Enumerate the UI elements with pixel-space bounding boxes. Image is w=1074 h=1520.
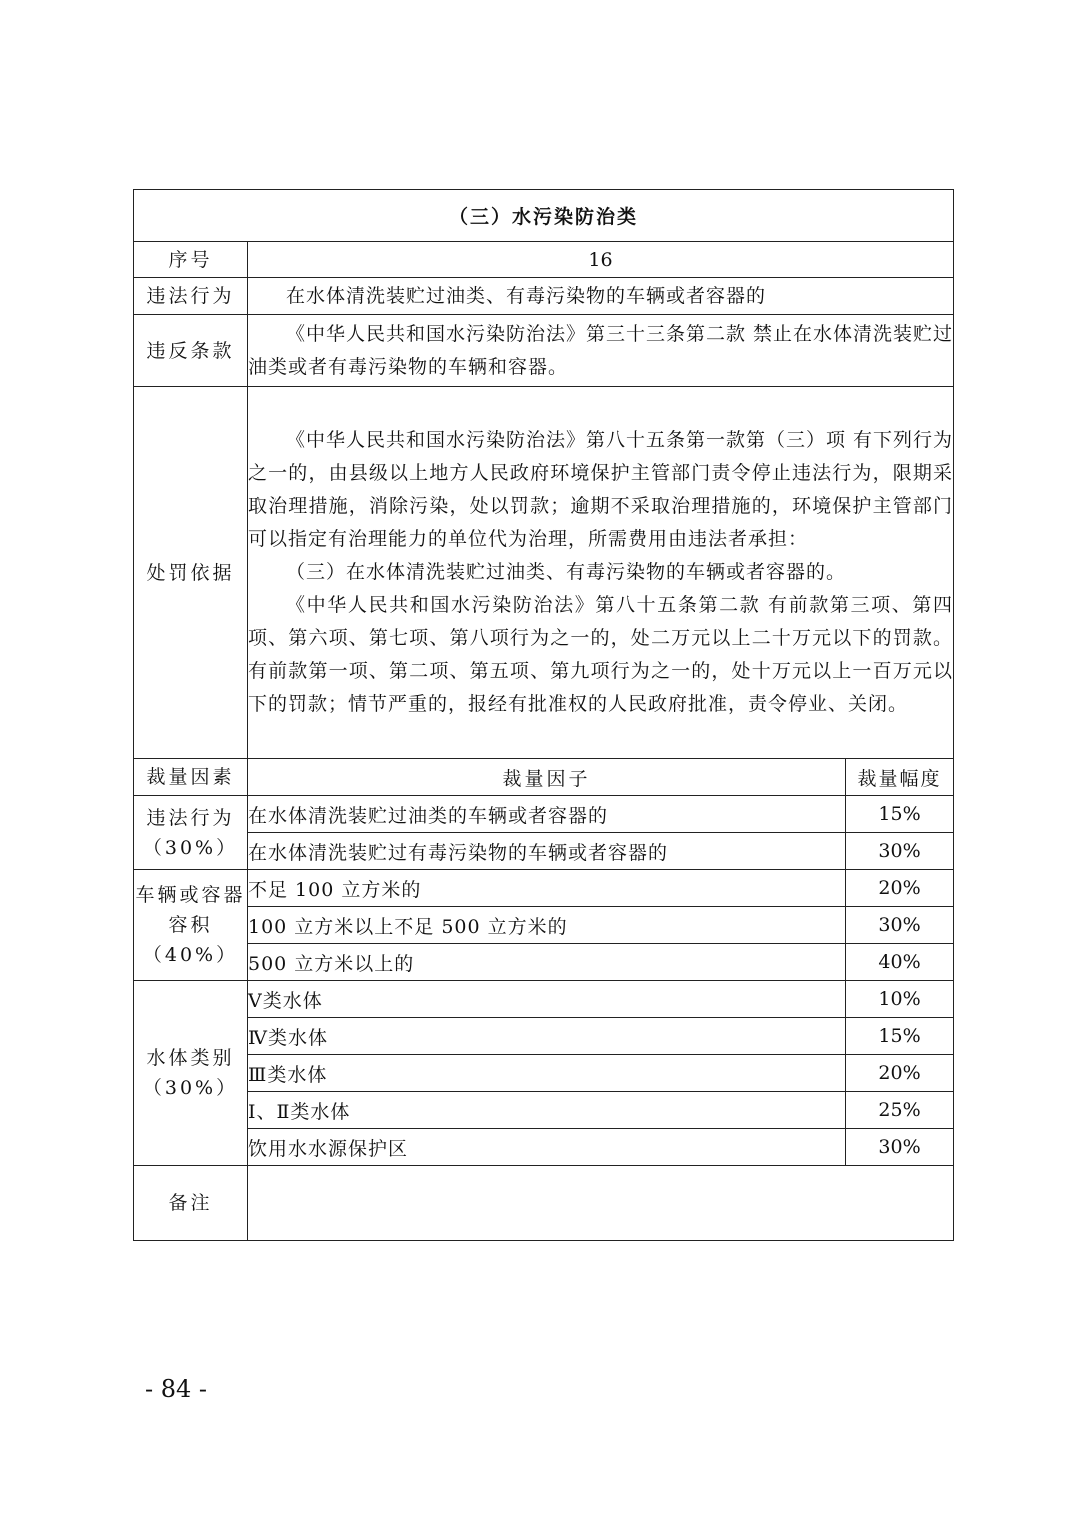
table-row xyxy=(134,907,954,944)
factor-range: 20% xyxy=(846,1055,954,1092)
factor-text: 在水体清洗装贮过油类的车辆或者容器的 xyxy=(248,796,846,833)
factor-text: 100 立方米以上不足 500 立方米的 xyxy=(248,907,846,944)
factor-range: 10% xyxy=(846,981,954,1018)
factor-range: 30% xyxy=(846,907,954,944)
header-factor: 裁量因子 xyxy=(248,759,846,796)
discretion-header-row xyxy=(134,759,954,796)
factor-range: 30% xyxy=(846,833,954,870)
factor-range: 15% xyxy=(846,1018,954,1055)
factor-range: 40% xyxy=(846,944,954,981)
table-row xyxy=(134,796,954,833)
clause-row xyxy=(134,315,954,387)
factor-range: 25% xyxy=(846,1092,954,1129)
basis-paragraph: 《中华人民共和国水污染防治法》第八十五条第一款第（三）项 有下列行为之一的，由县级以上地方人民政府环境保护主管部门责令停止违法行为，限期采取治理措施，消除污染，处以罚款；逾期不采取治理措施的，环境保护主管部门可以指定有治理能力的单位代为治理，所需费用由违法者承担： xyxy=(248,429,954,550)
clause-text: 《中华人民共和国水污染防治法》第三十三条第二款 禁止在水体清洗装贮过油类或者有毒污染物的车辆和容器。 xyxy=(248,322,954,378)
basis-paragraph: （三）在水体清洗装贮过油类、有毒污染物的车辆或者容器的。 xyxy=(286,561,847,583)
remarks-value xyxy=(248,1166,954,1241)
factor-group-label: 水体类别（30%） xyxy=(134,981,248,1166)
factor-text: Ⅰ、Ⅱ类水体 xyxy=(248,1092,846,1129)
table-row xyxy=(134,833,954,870)
header-factor-group: 裁量因素 xyxy=(134,759,248,796)
table-row xyxy=(134,981,954,1018)
table-row xyxy=(134,1018,954,1055)
factor-range: 20% xyxy=(846,870,954,907)
seq-row xyxy=(134,242,954,278)
factor-text: 饮用水水源保护区 xyxy=(248,1129,846,1166)
remarks-row xyxy=(134,1166,954,1241)
table-row xyxy=(134,944,954,981)
factor-text: Ⅳ类水体 xyxy=(248,1018,846,1055)
seq-value: 16 xyxy=(248,242,954,278)
table-row xyxy=(134,870,954,907)
factor-text: 在水体清洗装贮过有毒污染物的车辆或者容器的 xyxy=(248,833,846,870)
factor-range: 30% xyxy=(846,1129,954,1166)
violation-row xyxy=(134,278,954,315)
factor-group-label: 违法行为（30%） xyxy=(134,796,248,870)
clause-label: 违反条款 xyxy=(134,315,248,387)
factor-range: 15% xyxy=(846,796,954,833)
penalty-table xyxy=(133,189,954,1241)
header-range: 裁量幅度 xyxy=(846,759,954,796)
seq-label: 序号 xyxy=(134,242,248,278)
table-row xyxy=(134,1055,954,1092)
table-title: （三）水污染防治类 xyxy=(134,190,954,242)
violation-label: 违法行为 xyxy=(134,278,248,315)
basis-label: 处罚依据 xyxy=(134,387,248,759)
factor-text: Ⅴ类水体 xyxy=(248,981,846,1018)
basis-row xyxy=(134,387,954,759)
basis-text xyxy=(248,387,954,759)
page-number: - 84 - xyxy=(145,1375,208,1403)
basis-paragraph: 《中华人民共和国水污染防治法》第八十五条第二款 有前款第三项、第四项、第六项、第七项、第八项行为之一的，处二万元以上二十万元以下的罚款。有前款第一项、第二项、第五项、第九项行为之一的，处十万元以上一百万元以下的罚款；情节严重的，报经有批准权的人民政府批准，责令停业、关闭。 xyxy=(248,594,954,715)
factor-group-label: 车辆或容器容积（40%） xyxy=(134,870,248,981)
table-row xyxy=(134,1129,954,1166)
table-row xyxy=(134,1092,954,1129)
factor-text: 不足 100 立方米的 xyxy=(248,870,846,907)
table-title-row xyxy=(134,190,954,242)
factor-text: 500 立方米以上的 xyxy=(248,944,846,981)
factor-text: Ⅲ类水体 xyxy=(248,1055,846,1092)
remarks-label: 备注 xyxy=(134,1166,248,1241)
violation-value: 在水体清洗装贮过油类、有毒污染物的车辆或者容器的 xyxy=(286,284,767,307)
